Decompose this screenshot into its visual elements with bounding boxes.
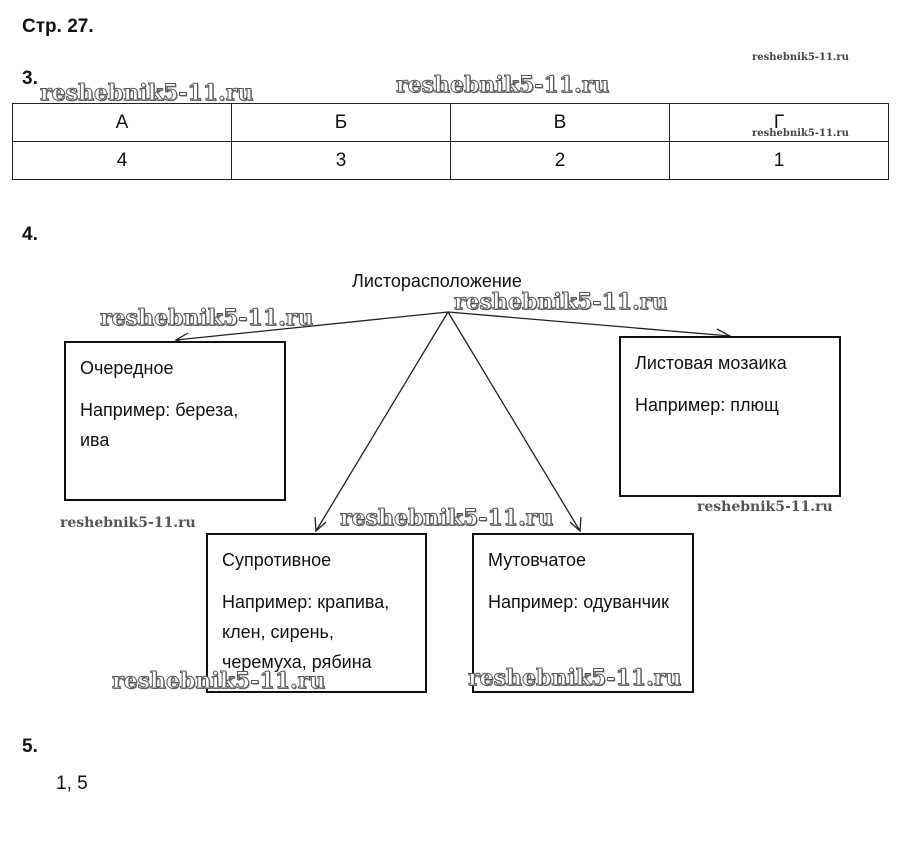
watermark: reshebnik5-11.ru xyxy=(340,505,554,531)
table-header-cell: А xyxy=(13,104,232,142)
box-title: Очередное xyxy=(80,358,174,378)
table-cell: 2 xyxy=(451,142,670,180)
box-example: Например: плющ xyxy=(635,395,779,415)
box-title: Листовая мозаика xyxy=(635,353,787,373)
section-3-number: 3. xyxy=(22,68,38,89)
box-example: Например: береза, ива xyxy=(80,400,239,450)
arrow-to-whorled xyxy=(448,312,580,531)
box-alternate xyxy=(64,341,286,501)
box-example: Например: крапива, клен, сирень, черемуха, рябина xyxy=(222,592,390,672)
arrow-to-opposite xyxy=(316,312,448,531)
watermark: reshebnik5-11.ru xyxy=(454,289,668,315)
arrow-to-mosaic xyxy=(448,312,730,336)
watermark: reshebnik5-11.ru xyxy=(40,80,254,106)
box-example: Например: одуванчик xyxy=(488,592,669,612)
watermark: reshebnik5-11.ru xyxy=(112,668,326,694)
watermark: reshebnik5-11.ru xyxy=(752,52,849,63)
table-header-cell: Г xyxy=(670,104,889,142)
table-header-cell: В xyxy=(451,104,670,142)
watermark: reshebnik5-11.ru xyxy=(60,515,196,531)
section-5-answer: 1, 5 xyxy=(56,773,88,794)
table-cell: 1 xyxy=(670,142,889,180)
table-cell: 4 xyxy=(13,142,232,180)
watermark: reshebnik5-11.ru xyxy=(468,665,682,691)
watermark: reshebnik5-11.ru xyxy=(396,72,610,98)
watermark: reshebnik5-11.ru xyxy=(752,128,849,139)
watermark: reshebnik5-11.ru xyxy=(697,499,833,515)
section-4-number: 4. xyxy=(22,224,38,245)
box-title: Супротивное xyxy=(222,550,332,570)
section-5-number: 5. xyxy=(22,736,38,757)
table-cell: 3 xyxy=(232,142,451,180)
page-title: Стр. 27. xyxy=(22,16,94,37)
watermark: reshebnik5-11.ru xyxy=(100,305,314,331)
box-mosaic xyxy=(619,336,841,497)
box-title: Мутовчатое xyxy=(488,550,587,570)
diagram-root-label: Листорасположение xyxy=(352,271,522,291)
table-header-cell: Б xyxy=(232,104,451,142)
